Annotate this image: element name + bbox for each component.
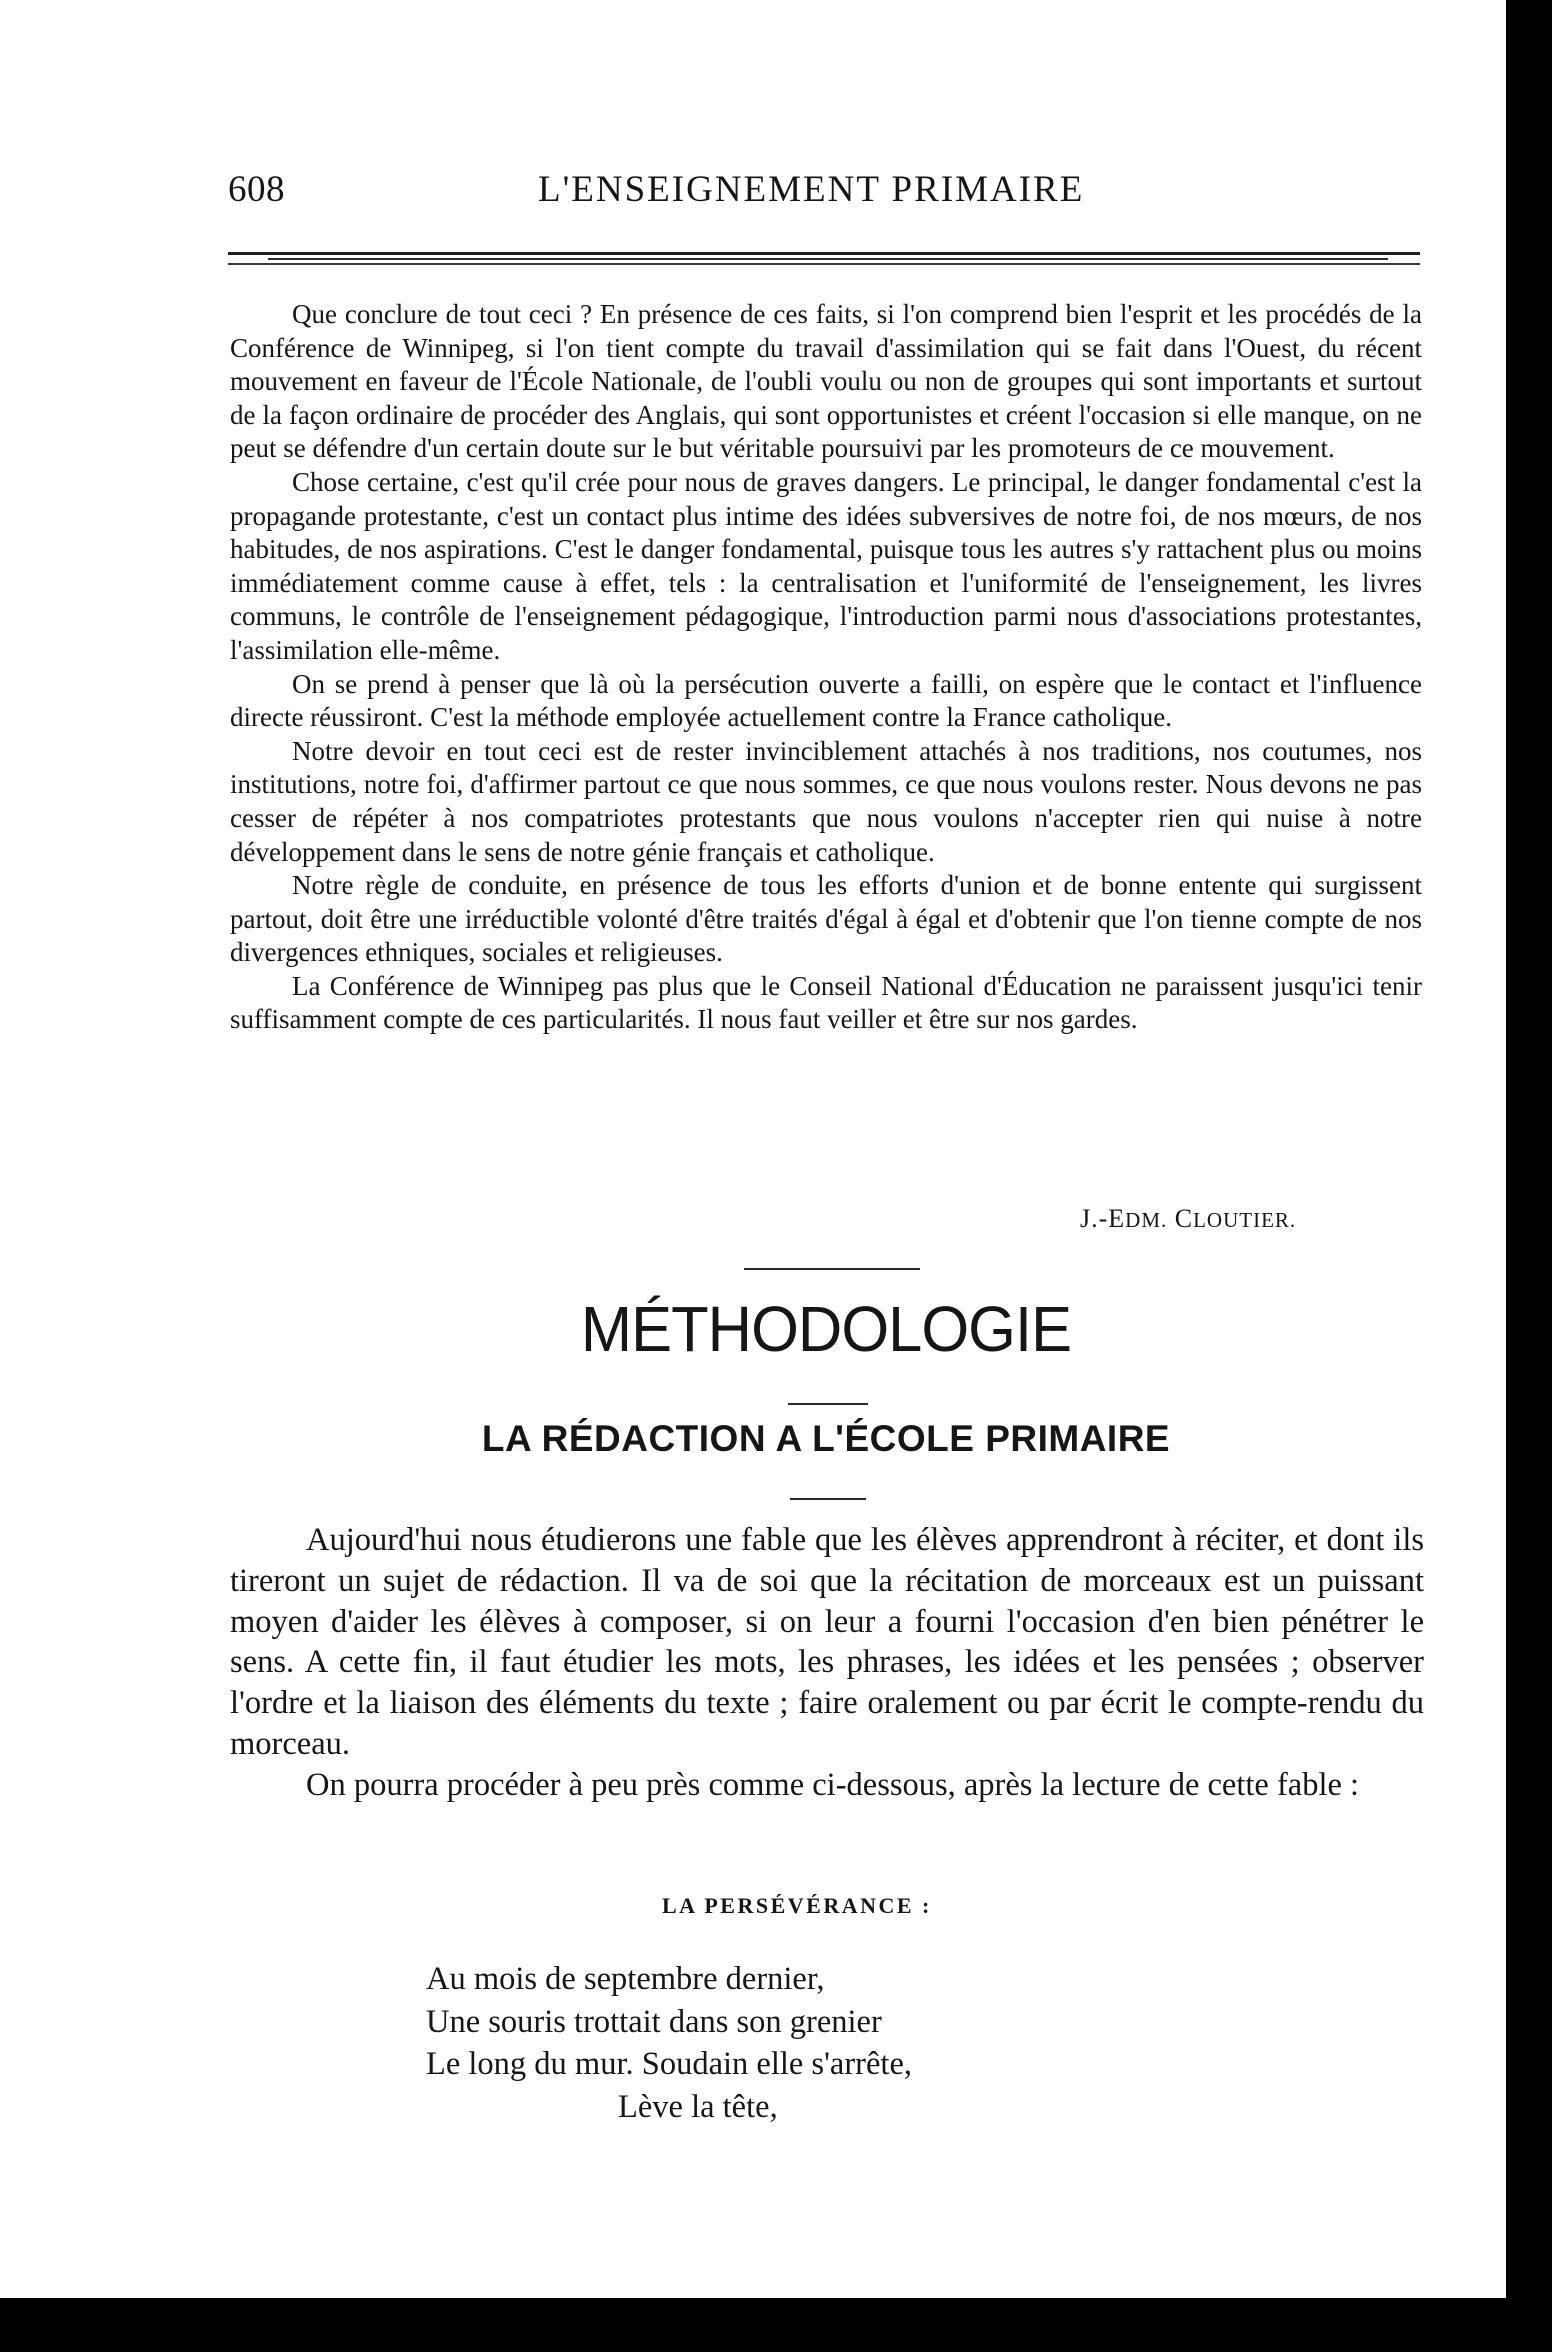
lesson-paragraph: Aujourd'hui nous étudierons une fable que les élèves apprendront à réciter, et dont ils tireront un sujet de rédaction. Il va de soi que la récitation de morceaux est un puissant moyen d'aider les élèves à composer, si on leur a fourni l'occasion d'en bien pénétrer le sens. A cette fin, il faut étudier les mots, les phrases, les idées et les pensées ; observer l'ordre et la liaison des éléments du texte ; faire oralement ou par écrit le compte-rendu du morceau. (230, 1522, 1424, 1762)
article-paragraph: On se prend à penser que là où la persécution ouverte a failli, on espère que le contact et l'influence directe réussiront. C'est la méthode employée actuellement contre la France catholique. (230, 668, 1422, 733)
section-title: MÉTHODOLOGIE (580, 1293, 1072, 1365)
article-paragraph: Chose certaine, c'est qu'il crée pour nous de graves dangers. Le principal, le danger fondamental c'est la propagande protestante, c'est un contact plus intime des idées subversives de notre foi, de nos mœurs, de nos habitudes, de nos aspirations. C'est le danger fondamental, puisque tous les autres s'y rattachent plus ou moins immédiatement comme cause à effet, tels : la centralisation et l'uniformité de l'enseignement, les livres communs, le contrôle de l'enseignement pédagogique, l'introduction parmi nous d'associations protestantes, l'assimilation elle-même. (230, 466, 1422, 665)
page-header (228, 168, 1416, 228)
fable-poem (426, 1958, 912, 2128)
lesson-body (230, 1520, 1424, 1806)
header-rule (228, 252, 1420, 266)
poem-line: Au mois de septembre dernier, (426, 1961, 825, 1997)
page-number: 608 (228, 169, 285, 210)
article-paragraph: Notre devoir en tout ceci est de rester invinciblement attachés à nos traditions, nos coutumes, nos institutions, notre foi, d'affirmer partout ce que nous sommes, ce que nous voulons rester. Nous devons ne pas cesser de répéter à nos compatriotes protestants que nous voulons n'accepter rien qui nuise à notre développement dans le sens de notre génie français et catholique. (230, 735, 1422, 867)
article-paragraph: Notre règle de conduite, en présence de tous les efforts d'union et de bonne entente qui surgissent partout, doit être une irréductible volonté d'être traités d'égal à égal et d'obtenir que l'on tienne compte de nos divergences ethniques, sociales et religieuses. (230, 870, 1422, 968)
scan-border-bottom (0, 2298, 1552, 2352)
lesson-paragraph: On pourra procéder à peu près comme ci-dessous, après la lecture de cette fable : (306, 1766, 1360, 1803)
subtitle-divider (790, 1498, 866, 1500)
article-body (230, 298, 1422, 1037)
poem-line: Le long du mur. Soudain elle s'arrête, (426, 2046, 913, 2082)
title-divider (788, 1403, 868, 1405)
section-subtitle: LA RÉDACTION A L'ÉCOLE PRIMAIRE (481, 1418, 1171, 1459)
author-signature: J.-EDM. CLOUTIER. (1080, 1204, 1297, 1233)
poem-line: Lève la tête, (618, 2088, 778, 2125)
poem-line: Une souris trottait dans son grenier (426, 2003, 882, 2040)
article-paragraph: Que conclure de tout ceci ? En présence de ces faits, si l'on comprend bien l'esprit et les procédés de la Conférence de Winnipeg, si l'on tient compte du travail d'assimilation qui se fait dans l'Ouest, du récent mouvement en faveur de l'École Nationale, de l'oubli voulu ou non de groupes qui sont importants et surtout de la façon ordinaire de procéder des Anglais, qui sont opportunistes et créent l'occasion si elle manque, on ne peut se défendre d'un certain doute sur le but véritable poursuivi par les promoteurs de ce mouvement. (230, 299, 1422, 464)
article-paragraph: La Conférence de Winnipeg pas plus que le Conseil National d'Éducation ne paraissent jusqu'ici tenir suffisamment compte de ces particularités. Il nous faut veiller et être sur nos gardes. (230, 970, 1422, 1035)
fable-title: LA PERSÉVÉRANCE : (662, 1893, 932, 1918)
running-head: L'ENSEIGNEMENT PRIMAIRE (538, 169, 1085, 210)
section-divider (744, 1268, 920, 1270)
scan-border-right (1506, 0, 1552, 2352)
